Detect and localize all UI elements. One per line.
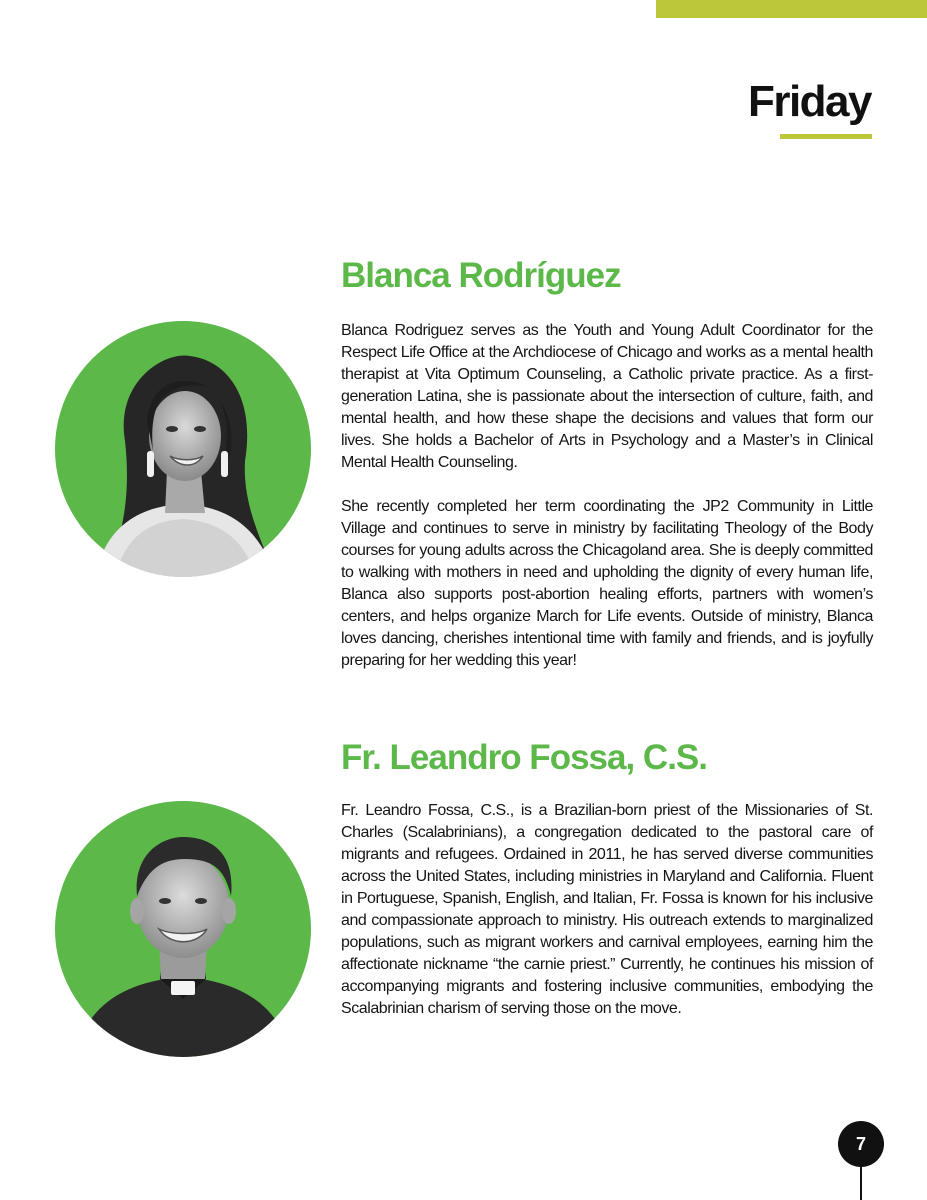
speaker-bio-paragraph: Fr. Leandro Fossa, C.S., is a Brazilian-born priest of the Missionaries of St. Charles (Scalabrinians), a congregation dedicated to the pastoral care of migrants and refugees. Ordained in 2011, he has served diverse communities across the United States, including ministries in Maryland and California. Fluent in Portuguese, Spanish, English, and Italian, Fr. Fossa is known for his inclusive and compassionate approach to ministry. His outreach extends to marginalized populations, such as migrant workers and carnival employees, earning him the affectionate nickname “the carnie priest.” Currently, he continues his mission of accompanying migrants and fostering inclusive communities, embodying the Scalabrinian charism of serving those on the move. <box>341 802 873 1017</box>
title-underline <box>780 134 872 139</box>
portrait-woman-icon <box>55 321 311 577</box>
speaker-bio-blanca <box>341 256 873 672</box>
page-number-line <box>860 1166 862 1200</box>
speaker-photo-fossa <box>55 801 311 1057</box>
top-accent-bar <box>656 0 927 18</box>
speaker-name: Fr. Leandro Fossa, C.S. <box>341 738 707 777</box>
speaker-photo-blanca <box>55 321 311 577</box>
speaker-bio-paragraph: She recently completed her term coordinating the JP2 Community in Little Village and continues to serve in ministry by facilitating Theology of the Body courses for young adults across the Chicagoland area. She is deeply committed to walking with mothers in need and upholding the dignity of every human life, Blanca also supports post-abortion healing efforts, partners with women’s centers, and helps organize March for Life events. Outside of ministry, Blanca loves dancing, cherishes intentional time with family and friends, and is joyfully preparing for her wedding this year! <box>341 498 873 669</box>
speaker-bio-fossa <box>341 738 873 1020</box>
portrait-priest-icon <box>55 801 311 1057</box>
speaker-bio-paragraph: Blanca Rodriguez serves as the Youth and Young Adult Coordinator for the Respect Life Office at the Archdiocese of Chicago and works as a mental health therapist at Vita Optimum Counseling, a Catholic private practice. As a first-generation Latina, she is passionate about the intersection of culture, faith, and mental health, and how these shape the decisions and values that form our lives. She holds a Bachelor of Arts in Psychology and a Master’s in Clinical Mental Health Counseling. <box>341 322 873 471</box>
speaker-name: Blanca Rodríguez <box>341 256 621 295</box>
page-title: Friday <box>747 77 871 126</box>
page-number: 7 <box>838 1121 884 1167</box>
